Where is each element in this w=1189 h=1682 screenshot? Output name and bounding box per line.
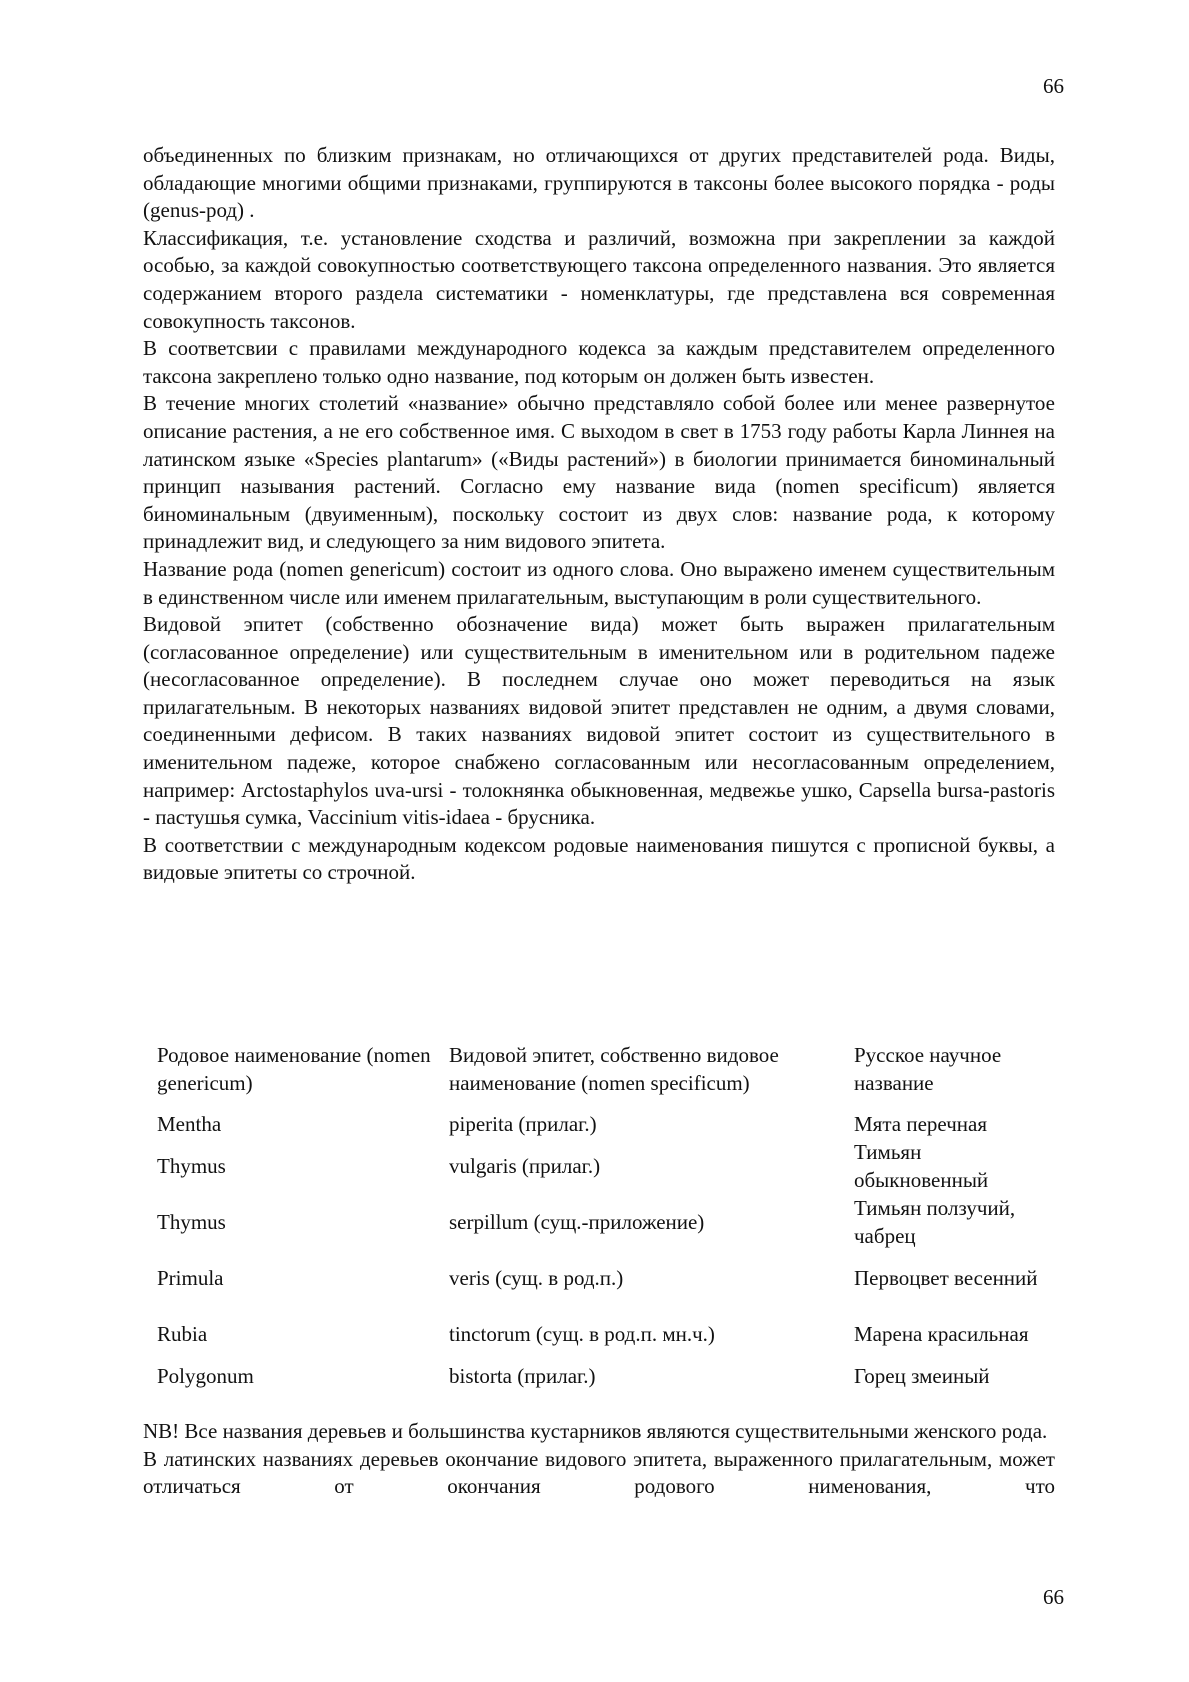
table-row bbox=[143, 1251, 1055, 1307]
paragraph: В соответсвии с правилами международного кодекса за каждым представителем определенного таксона закреплено только одно название, под которым он должен быть известен. bbox=[143, 336, 1055, 388]
paragraph: В течение многих столетий «название» обычно представляло собой более или менее развернутое описание растения, а не его собственное имя. С выходом в свет в 1753 году работы Карла Линнея на латинском языке «Species plantarum» («Виды растений») в биологии принимается биноминальный принцип называния растений. Согласно ему название вида (nomen specificum) является биноминальным (двуименным), поскольку состоит из двух слов: название рода, к которому принадлежит вид, и следующего за ним видового эпитета. bbox=[143, 391, 1055, 554]
paragraph: Классификация, т.е. установление сходства и различий, возможна при закреплении за каждой особью, за каждой совокупностью соответствующего таксона определенного названия. Это является содержанием второго раздела систематики - номенклатуры, где представлена вся современная совокупность таксонов. bbox=[143, 225, 1055, 333]
cell-genus: Thymus bbox=[157, 1210, 226, 1235]
paragraph: NB! Все названия деревьев и большинства кустарников являются существительными женского рода. bbox=[143, 1419, 1048, 1443]
cell-epithet: tinctorum (сущ. в род.п. мн.ч.) bbox=[449, 1322, 715, 1347]
cell-epithet: serpillum (сущ.-приложение) bbox=[449, 1210, 705, 1235]
cell-russian-name: Марена красильная bbox=[854, 1322, 1029, 1347]
cell-russian-name: Мята перечная bbox=[854, 1112, 987, 1137]
cell-russian-name: Первоцвет весенний bbox=[854, 1266, 1038, 1291]
paragraph: объединенных по близким признакам, но отличающихся от других представителей рода. Виды, обладающие многими общими признаками, группируются в таксоны более высокого порядка - роды (genus-род) . bbox=[143, 143, 1055, 223]
body-text bbox=[143, 142, 1055, 887]
header-genus: Родовое наименование (nomen genericum) bbox=[157, 1042, 431, 1095]
cell-russian-name: Тимьян ползучий, чабрец bbox=[854, 1196, 1016, 1248]
page-number-top: 66 bbox=[1043, 74, 1064, 98]
cell-genus: Thymus bbox=[157, 1154, 226, 1179]
cell-epithet: vulgaris (прилаг.) bbox=[449, 1154, 601, 1179]
cell-genus: Primula bbox=[157, 1266, 224, 1291]
nomenclature-table bbox=[143, 1028, 1055, 1391]
paragraph: В латинских названиях деревьев окончание видового эпитета, выраженного прилагательным, может отличаться от окончания родового нименования, что bbox=[143, 1446, 1055, 1499]
page-number-bottom: 66 bbox=[1043, 1585, 1064, 1609]
table-row bbox=[143, 1195, 1055, 1251]
cell-genus: Mentha bbox=[157, 1112, 222, 1137]
header-epithet: Видовой эпитет, собственно видовое наименование (nomen specificum) bbox=[449, 1042, 779, 1095]
paragraph: В соответствии с международным кодексом родовые наименования пишутся с прописной буквы, а видовые эпитеты со строчной. bbox=[143, 832, 1055, 885]
cell-epithet: bistorta (прилаг.) bbox=[449, 1364, 596, 1389]
paragraph: Видовой эпитет (собственно обозначение вида) может быть выражен прилагательным (согласованное определение) или существительным в именительном или в родительном падеже (несогласованное определение). В последнем случае оно может переводиться на язык прилагательным. В некоторых названиях видовой эпитет представлен не одним, а двумя словами, соединенными дефисом. В таких названиях видовой эпитет состоит из существительного в именительном падеже, которое снабжено согласованным или несогласованным определением, например: Arctostaphylos uva-ursi - толокнянка обыкновенная, медвежье ушко, Capsella bursa-pastoris - пастушья сумка, Vaccinium vitis-idaea - брусника. bbox=[143, 612, 1055, 830]
after-table-text bbox=[143, 1418, 1055, 1501]
table-row bbox=[143, 1307, 1055, 1363]
cell-epithet: piperita (прилаг.) bbox=[449, 1112, 597, 1137]
cell-epithet: veris (сущ. в род.п.) bbox=[449, 1266, 624, 1291]
table-row bbox=[143, 1111, 1055, 1139]
header-russian-name: Русское научное название bbox=[854, 1042, 1002, 1095]
table-header-row bbox=[143, 1028, 1055, 1111]
cell-russian-name: Горец змеиный bbox=[854, 1364, 990, 1389]
table-row bbox=[143, 1139, 1055, 1195]
table-row bbox=[143, 1363, 1055, 1391]
paragraph: Название рода (nomen genericum) состоит из одного слова. Оно выражено именем существительным в единственном числе или именем прилагательным, выступающим в роли существительного. bbox=[143, 556, 1055, 609]
cell-genus: Polygonum bbox=[157, 1364, 254, 1389]
cell-genus: Rubia bbox=[157, 1322, 208, 1347]
cell-russian-name: Тимьян обыкновенный bbox=[854, 1140, 989, 1192]
